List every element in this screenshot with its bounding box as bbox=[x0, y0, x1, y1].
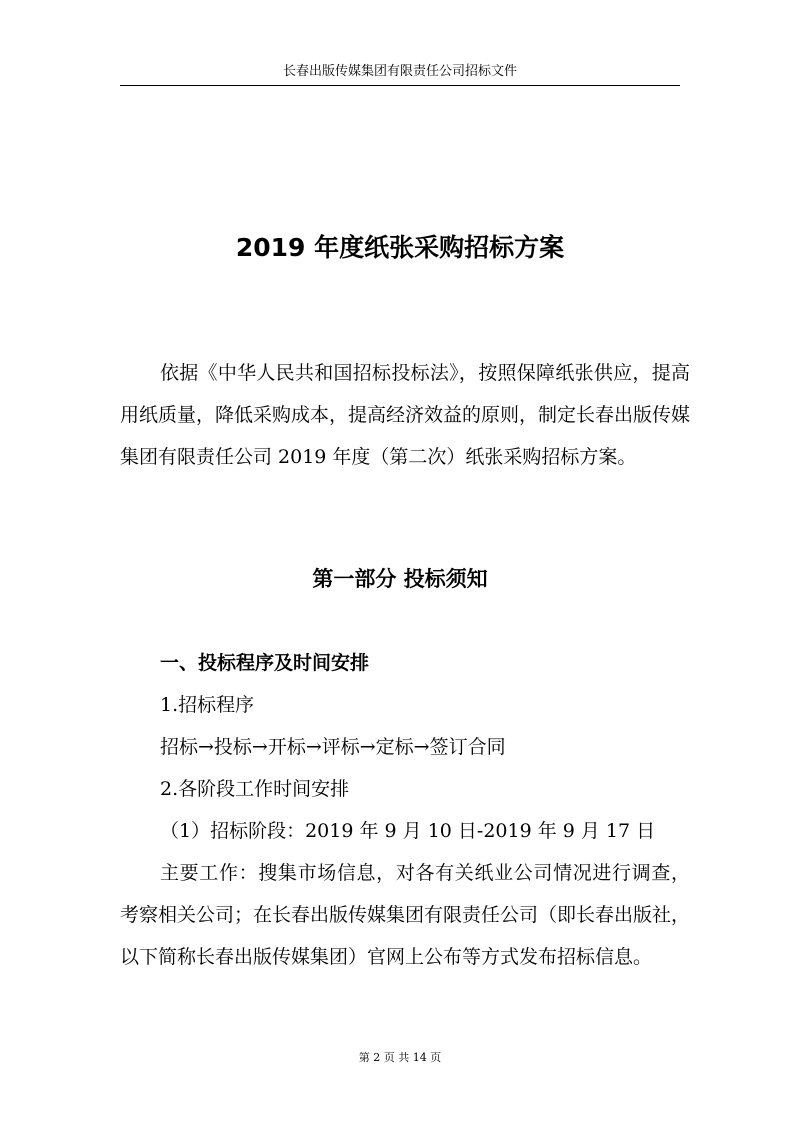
stage1-line: （1）招标阶段：2019 年 9 月 10 日-2019 年 9 月 17 日 bbox=[160, 820, 656, 842]
section-block bbox=[120, 642, 690, 978]
intro-block bbox=[120, 352, 690, 478]
page-header: 长春出版传媒集团有限责任公司招标文件 bbox=[282, 64, 517, 79]
part-title: 第一部分 投标须知 bbox=[312, 567, 488, 591]
stage1-work: 主要工作：搜集市场信息，对各有关纸业公司情况进行调查，考察相关公司；在长春出版传媒集团有限责任公司（即长春出版社，以下简称长春出版传媒集团）官网上公布等方式发布招标信息。 bbox=[120, 862, 691, 968]
intro-paragraph: 依据《中华人民共和国招标投标法》，按照保障纸张供应，提高用纸质量，降低采购成本，提高经济效益的原则，制定长春出版传媒集团有限责任公司 2019 年度（第二次）纸张采购招标方案。 bbox=[120, 362, 691, 468]
document-title: 2019 年度纸张采购招标方案 bbox=[235, 233, 565, 262]
section-heading: 一、投标程序及时间安排 bbox=[160, 652, 370, 674]
item1-flow: 招标→投标→开标→评标→定标→签订合同 bbox=[160, 736, 506, 758]
item2-title: 2.各阶段工作时间安排 bbox=[160, 778, 350, 800]
header-divider bbox=[120, 85, 680, 86]
item1-title: 1.招标程序 bbox=[160, 694, 255, 716]
page-footer: 第 2 页 共 14 页 bbox=[358, 1051, 442, 1064]
